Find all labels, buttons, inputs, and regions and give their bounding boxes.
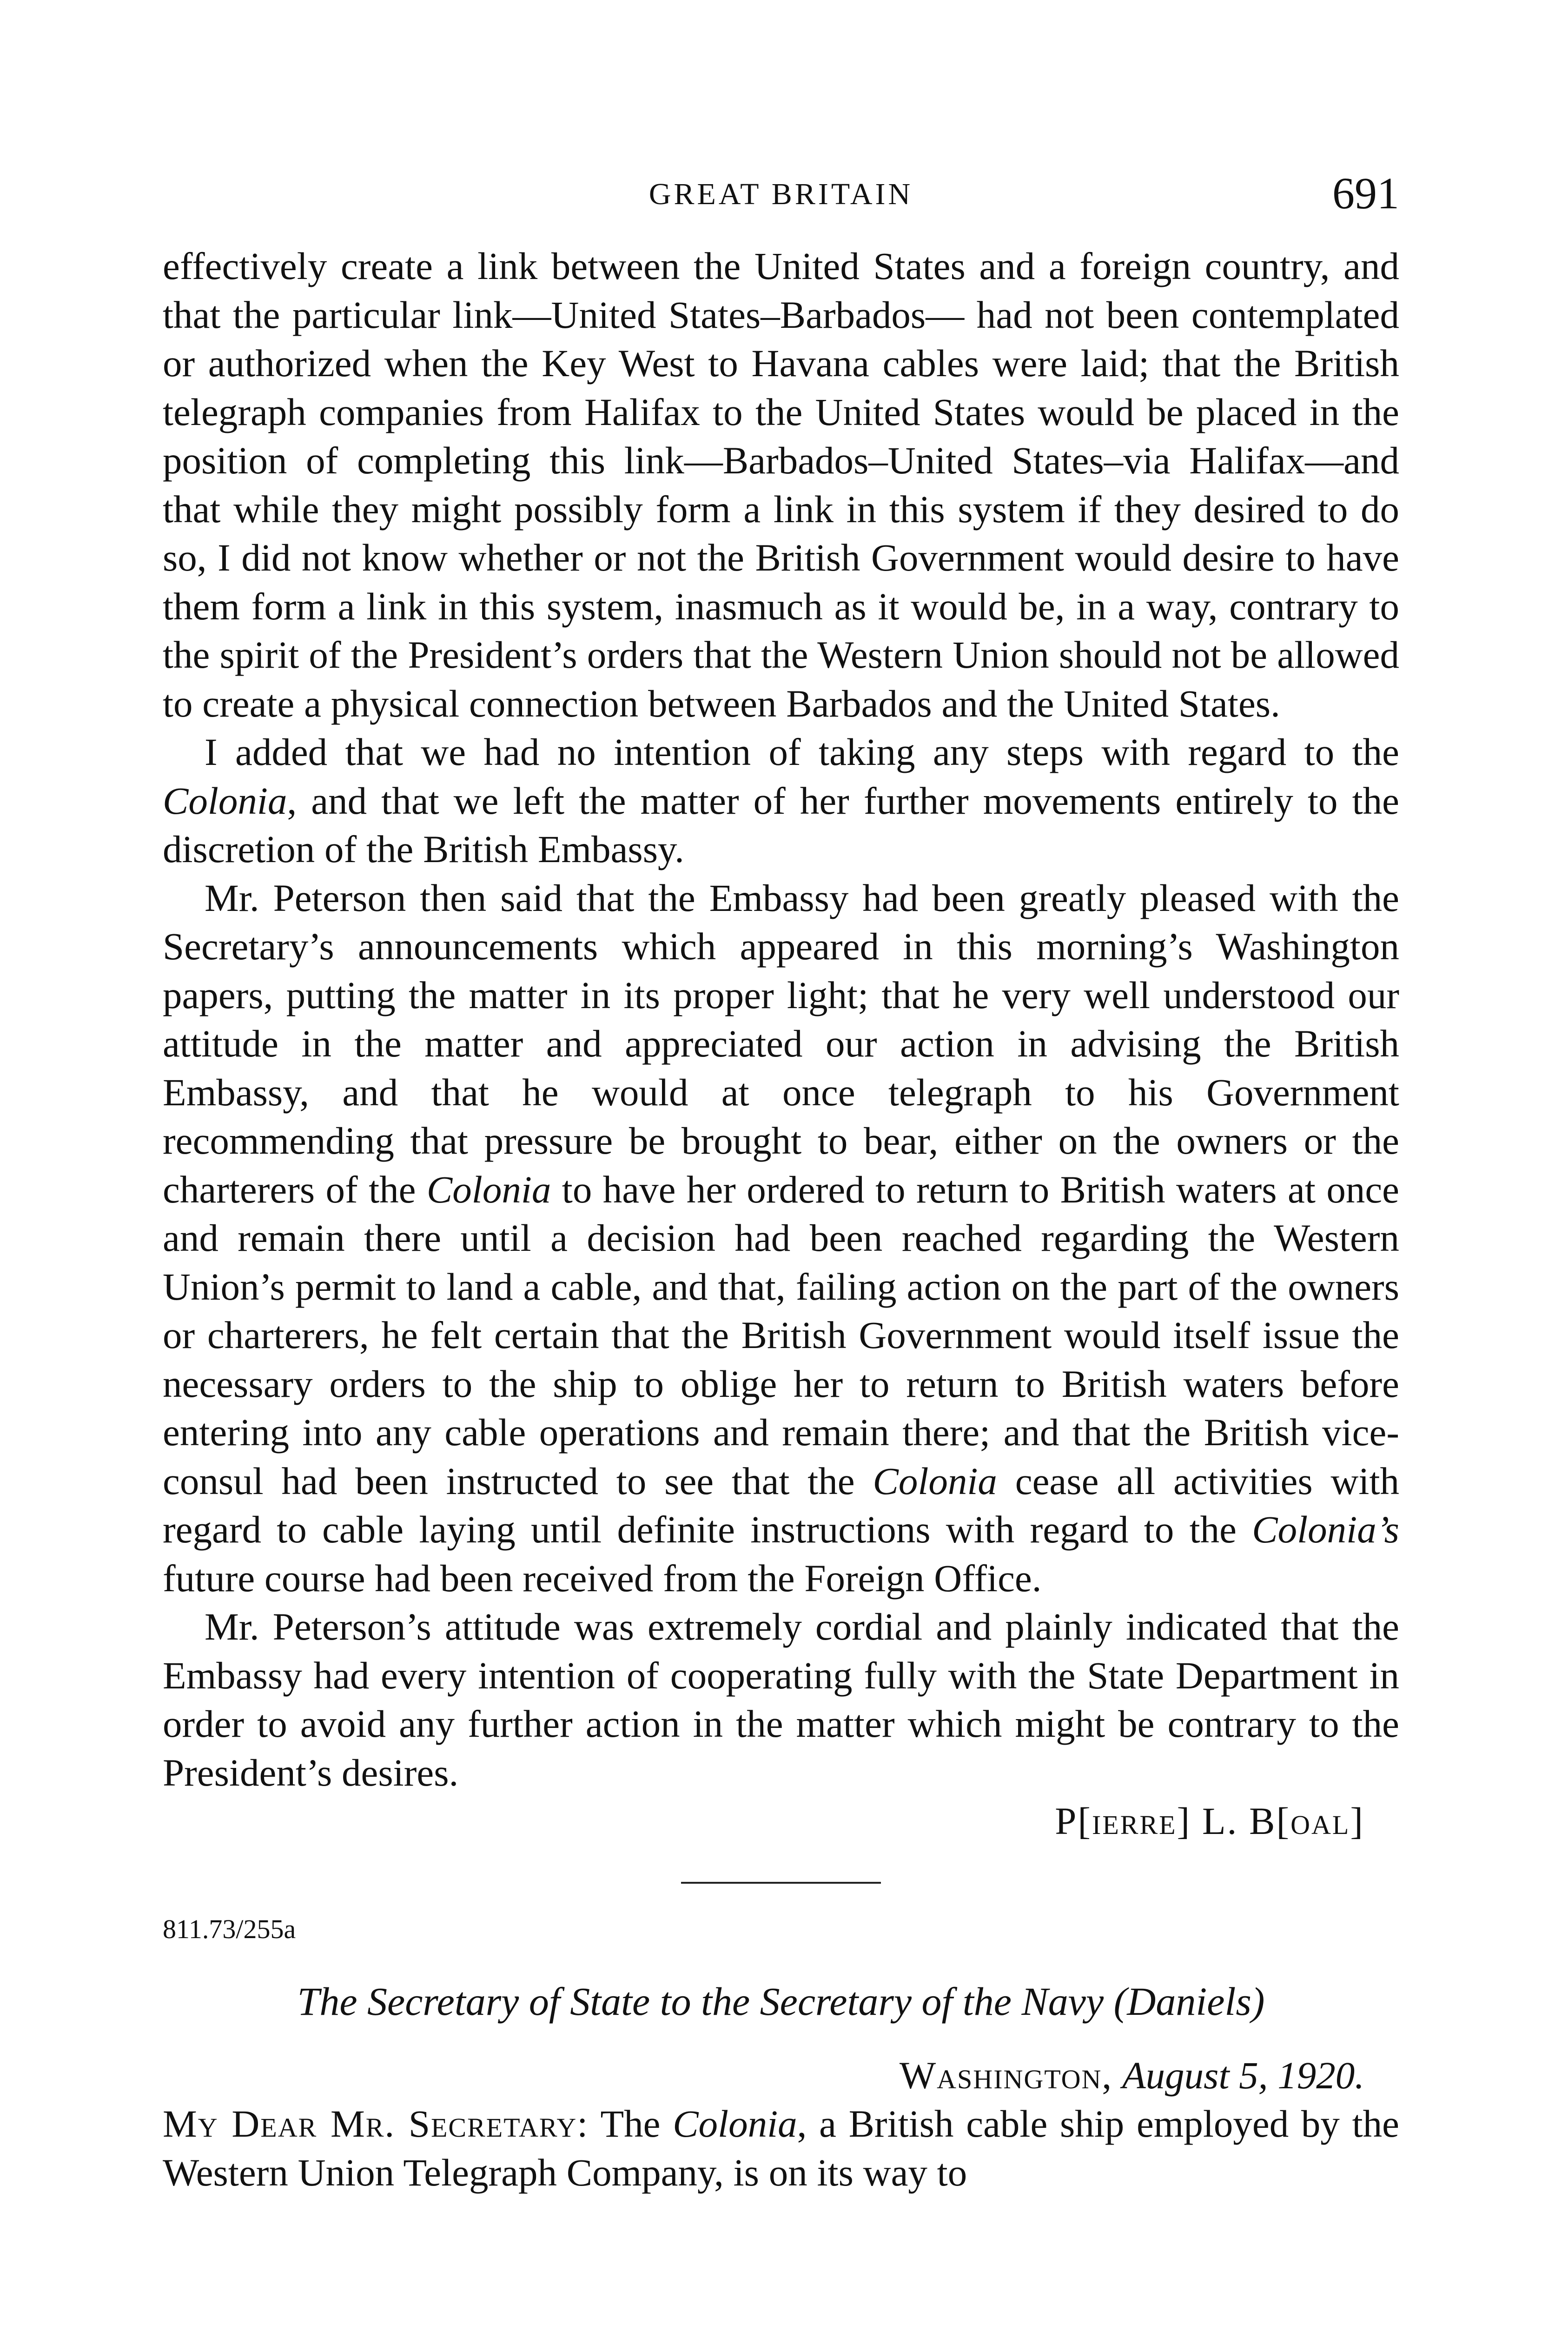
paragraph-continuation: effectively create a link between the United States and a foreign country, and that the particular link—United States–Barbados— had not been contemplated or authorized when the Key West to Havana cables were laid; that the British telegraph companies from Halifax to the United States would be placed in the position of completing this link—Barbados–United States–via Halifax—and that while they might possibly form a link in this system if they desired to do so, I did not know whether or not the British Government would desire to have them form a link in this system, inasmuch as it would be, in a way, contrary to the spirit of the President’s orders that the Western Union should not be allowed to create a physical connection between Barbados and the United States. (163, 245, 1399, 725)
text-run: The (589, 2102, 673, 2145)
body-text (163, 242, 1399, 2197)
ship-name: Colonia (426, 1168, 551, 1211)
ship-name: Colonia (163, 779, 287, 822)
text-run: to have her ordered to return to British waters at once and remain there until a decision had been reached regarding the Western Union’s permit to land a cable, and that, failing action on the part of the owners or charterers, he felt certain that the British Government would itself issue the necessary orders to the ship to oblige her to return to British waters before entering into any cable operations and remain there; and that the British vice-consul had been instructed to see that the (163, 1168, 1399, 1502)
text-run: future course had been received from the Foreign Office. (163, 1556, 1042, 1600)
paragraph-peterson-attitude: Mr. Peterson’s attitude was extremely cordial and plainly indicated that the Embassy had every intention of cooperating fully with the State Department in order to avoid any further action in the matter which might be contrary to the President’s desires. (163, 1605, 1399, 1794)
text-run: I added that we had no intention of taking any steps with regard to the (205, 731, 1399, 773)
text-run: , and that we left the matter of her further movements entirely to the discretion of the British Embassy. (163, 779, 1399, 870)
text-run: cease all activities with regard to cable laying until definite instructions with regard to the (163, 1459, 1399, 1551)
text-run: , a British cable ship employed by the Western Union Telegraph Company, is on its way to (163, 2102, 1399, 2194)
letter-opening (163, 2099, 1399, 2197)
ship-name: Colonia (673, 2102, 797, 2145)
page-number: 691 (1332, 168, 1399, 218)
file-number: 811.73/255a (163, 1913, 296, 1944)
dateline-date: August 5, 1920. (1122, 2053, 1364, 2097)
ship-name: Colonia (873, 1459, 997, 1502)
running-header (163, 167, 1399, 219)
salutation: My Dear Mr. Secretary: (163, 2102, 589, 2145)
ship-name: Colonia’s (1252, 1508, 1399, 1551)
document-heading: The Secretary of State to the Secretary of the Navy (Daniels) (297, 1979, 1265, 2024)
running-title: GREAT BRITAIN (648, 177, 913, 211)
dateline-place: Washington, (899, 2053, 1113, 2097)
signature: P[ierre] L. B[oal] (1055, 1800, 1364, 1842)
text-run: Mr. Peterson then said that the Embassy had been greatly pleased with the Secretary’s announcements which appeared in this morning’s Washington papers, putting the matter in its proper light; that he very well understood our attitude in the matter and appreciated our action in advising the British Embassy, and that he would at once telegraph to his Government recommending that pressure be brought to bear, either on the owners or the charterers of the (163, 876, 1399, 1211)
paragraph-peterson-response (163, 874, 1399, 1603)
dateline (163, 2051, 1399, 2100)
section-divider (681, 1882, 881, 1884)
paragraph-colonia-intent (163, 728, 1399, 874)
